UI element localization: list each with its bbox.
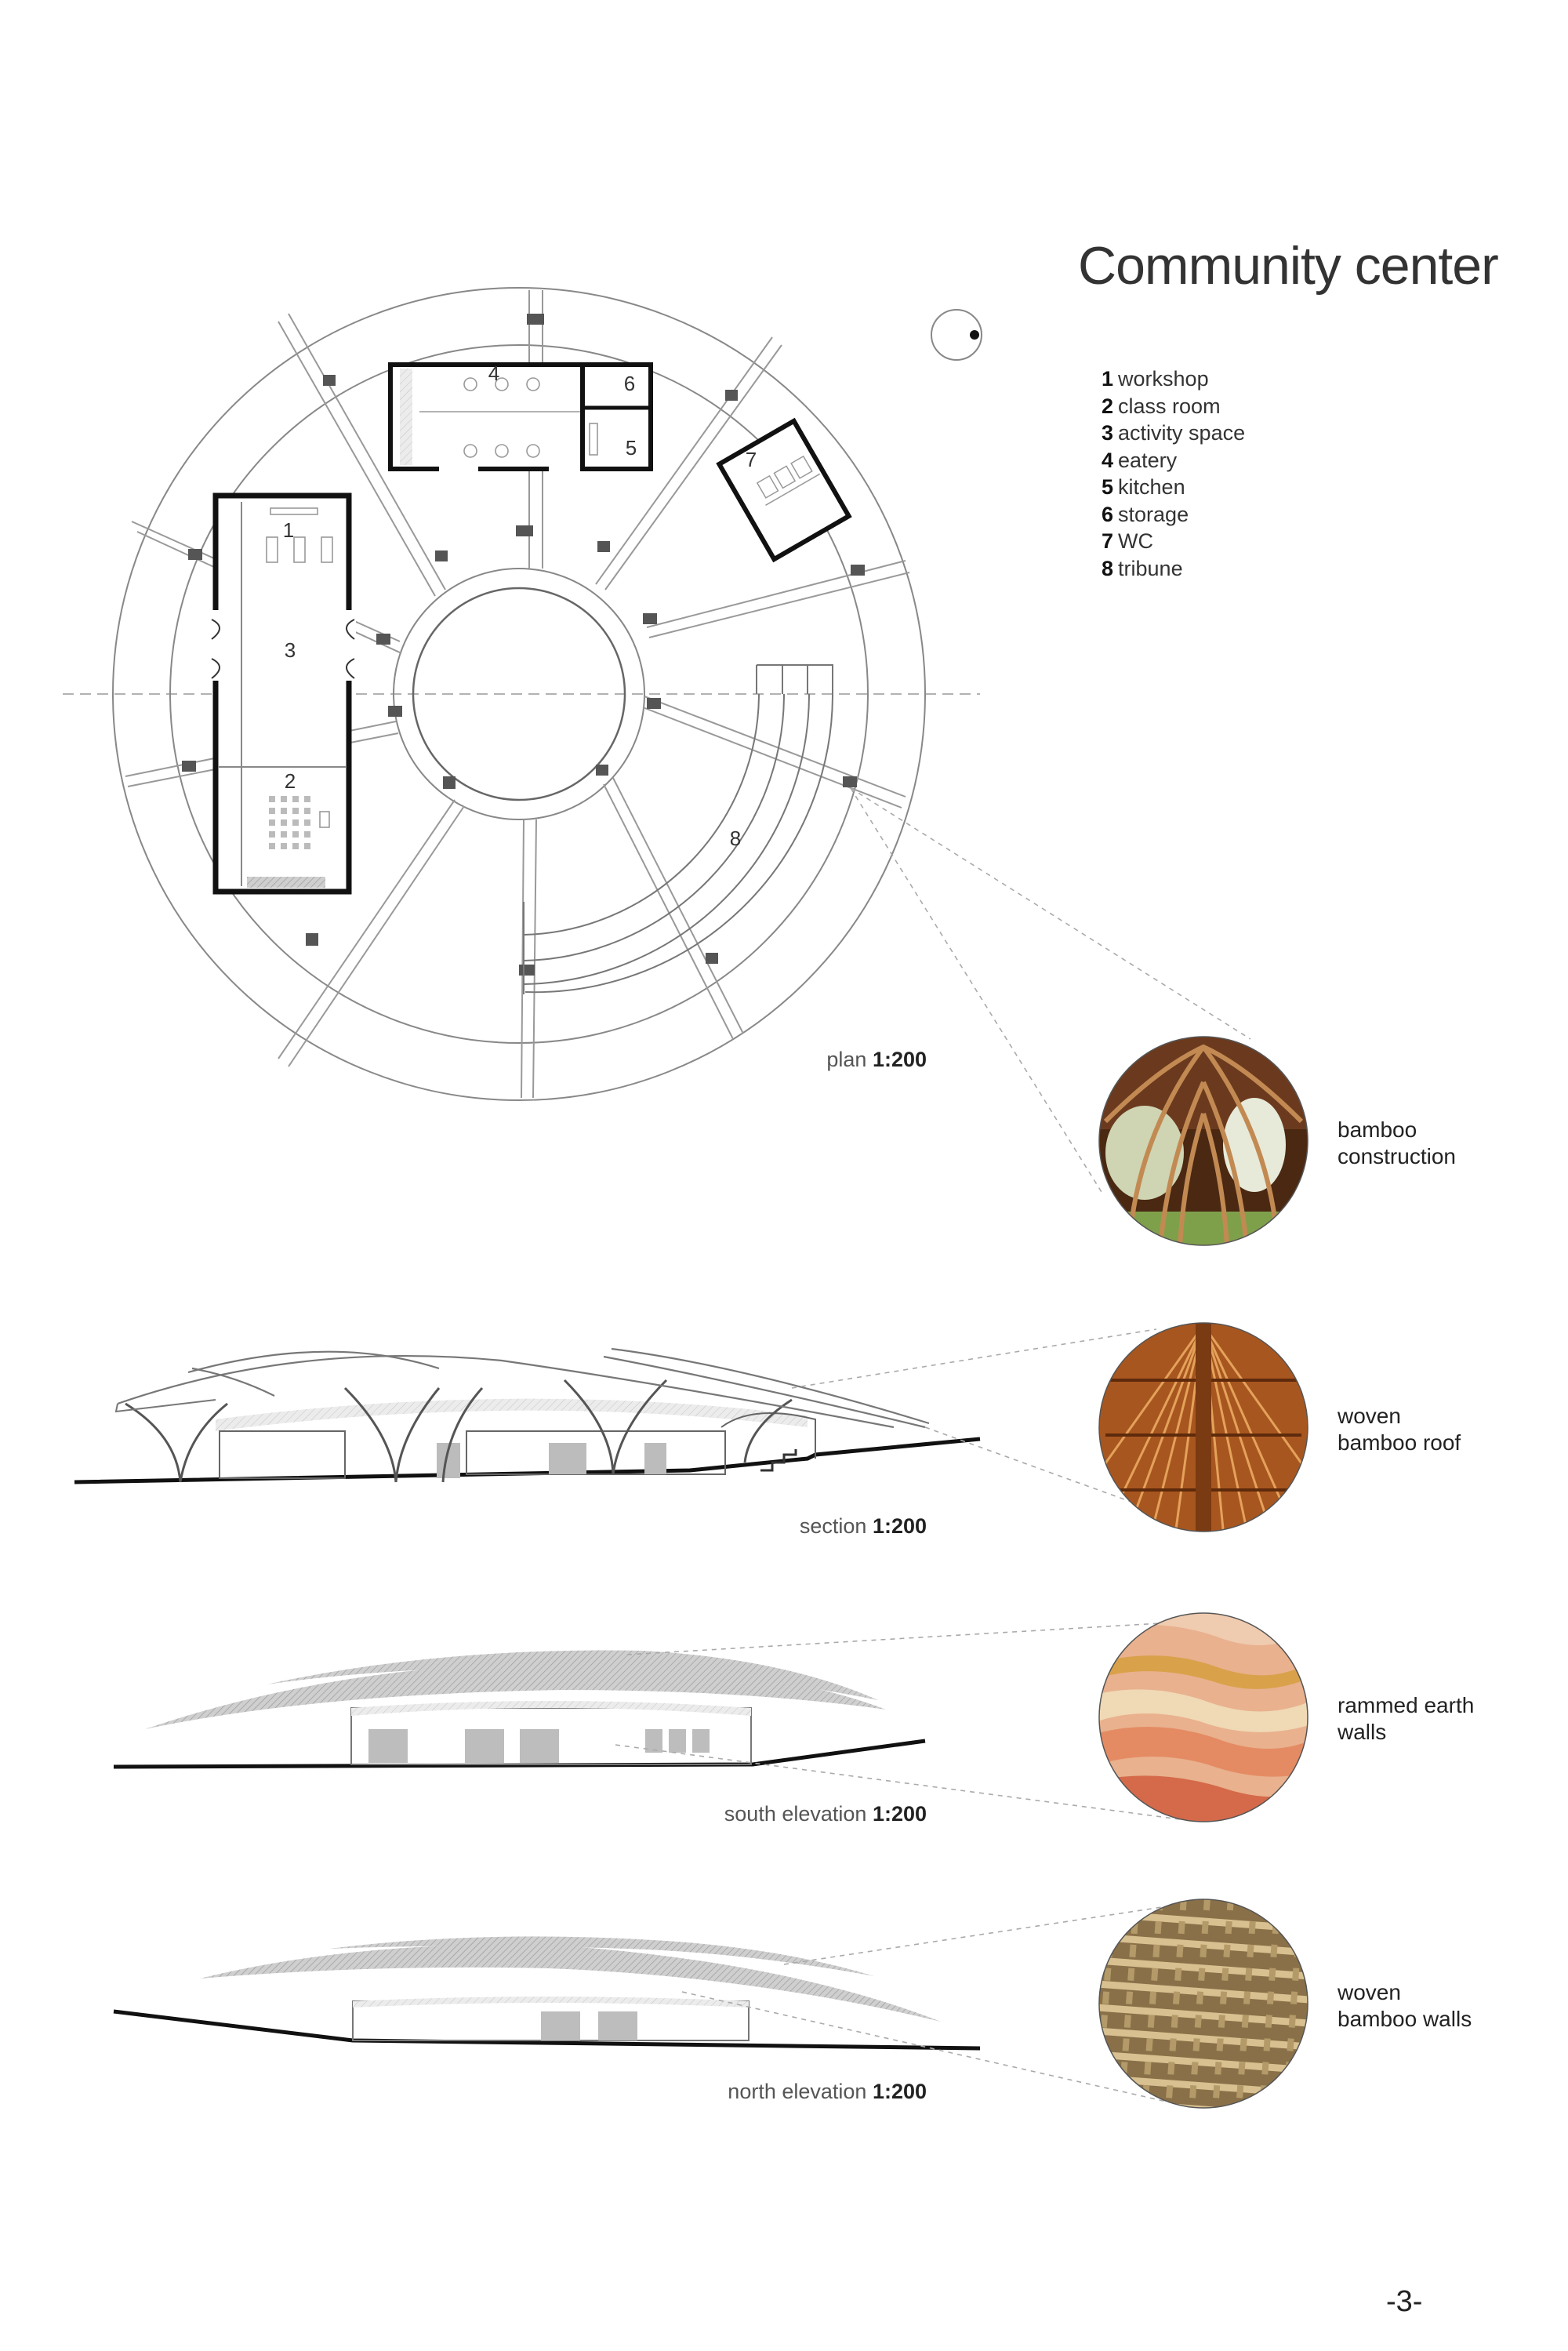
legend-item: 5 kitchen xyxy=(1102,475,1185,499)
legend-item: 1 workshop xyxy=(1102,367,1209,391)
legend-item: 6 storage xyxy=(1102,502,1189,526)
building-wc xyxy=(719,421,848,559)
building-eatery-kitchen xyxy=(390,365,651,474)
legend-item: 7 WC xyxy=(1102,529,1154,553)
room-number: 6 xyxy=(623,372,636,395)
page-title: Community center xyxy=(1078,236,1498,296)
section-scale-label: section 1:200 xyxy=(799,1514,927,1538)
south-elevation-drawing xyxy=(114,1651,925,1767)
legend-item: 4 eatery xyxy=(1102,448,1178,472)
north-elevation-drawing xyxy=(114,1936,980,2048)
legend-item: 2 class room xyxy=(1102,394,1221,418)
material-label-woven-bamboo-walls: woven bamboo walls xyxy=(1338,1980,1472,2031)
floor-plan xyxy=(63,288,980,1100)
plan-scale-label: plan 1:200 xyxy=(826,1048,927,1071)
north-arrow-icon xyxy=(931,310,982,360)
north-elevation-scale-label: north elevation 1:200 xyxy=(728,2080,927,2103)
room-number: 4 xyxy=(488,362,500,385)
room-number: 2 xyxy=(284,769,296,793)
building-workshop-classroom xyxy=(210,496,356,892)
room-number: 5 xyxy=(625,436,637,460)
material-label-woven-bamboo-roof: woven bamboo roof xyxy=(1338,1404,1461,1455)
room-number: 1 xyxy=(282,518,295,542)
room-number: 7 xyxy=(745,448,757,471)
page-number: -3- xyxy=(1386,2285,1423,2318)
section-drawing xyxy=(74,1349,980,1482)
legend-item: 3 activity space xyxy=(1102,421,1246,445)
material-label-bamboo-construction: bamboo construction xyxy=(1338,1117,1456,1168)
room-number: 8 xyxy=(729,827,742,850)
south-elevation-scale-label: south elevation 1:200 xyxy=(724,1802,927,1826)
material-label-rammed-earth: rammed earth walls xyxy=(1338,1693,1475,1744)
legend-item: 8 tribune xyxy=(1102,556,1183,580)
room-number: 3 xyxy=(284,638,296,662)
